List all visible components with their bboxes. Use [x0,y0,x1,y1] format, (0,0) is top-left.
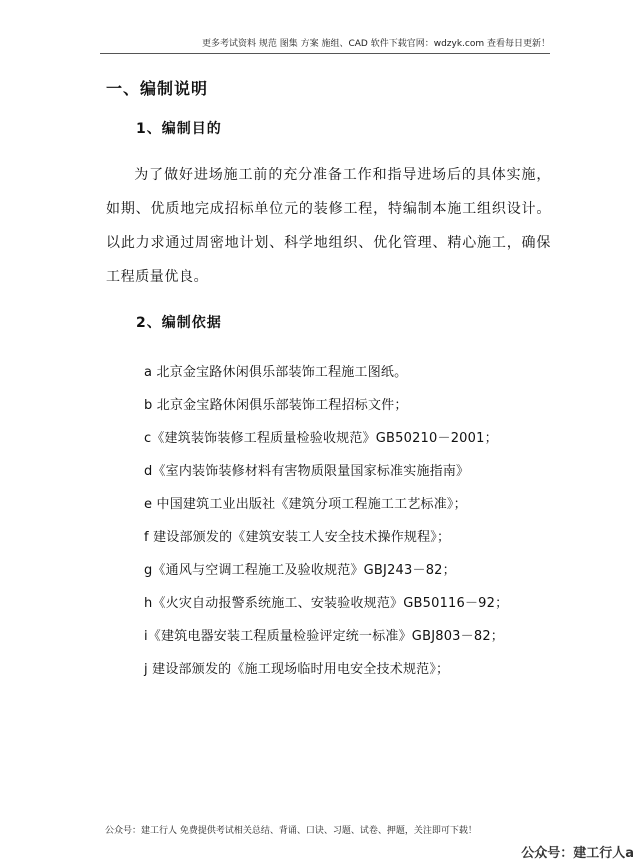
basis-list [144,356,544,686]
basis-item: g《通风与空调工程施工及验收规范》GBJ243－82； [144,563,456,578]
page-header: 更多考试资料 规范 图集 方案 施组、CAD 软件下载官网：wdzyk.com 查看每日更新！ [100,36,550,54]
section-title: 一、编制说明 [106,79,209,98]
basis-item: d《室内装饰装修材料有害物质限量国家标准实施指南》 [144,464,470,479]
basis-item: j 建设部颁发的《施工现场临时用电安全技术规范》； [144,662,450,677]
basis-item: i《建筑电器安装工程质量检验评定统一标准》GBJ803－82； [144,629,504,644]
watermark-text: 公众号：建工行人a [521,846,634,861]
subsection-title-basis: 2、编制依据 [136,315,222,331]
subsection-title-purpose: 1、编制目的 [136,121,222,137]
purpose-paragraph [106,158,551,294]
footer-note: 公众号：建工行人 免费提供考试相关总结、背诵、口诀、习题、试卷、押题，关注即可下载！ [105,826,477,836]
basis-item: e 中国建筑工业出版社《建筑分项工程施工工艺标准》； [144,497,467,512]
basis-item: h《火灾自动报警系统施工、安装验收规范》GB50116－92； [144,596,509,611]
basis-item: b 北京金宝路休闲俱乐部装饰工程招标文件； [144,398,408,413]
basis-item: c《建筑装饰装修工程质量检验收规范》GB50210－2001； [144,431,498,446]
basis-item: f 建设部颁发的《建筑安装工人安全技术操作规程》； [144,530,451,545]
purpose-text: 为了做好进场施工前的充分准备工作和指导进场后的具体实施，如期、优质地完成招标单位元的装修工程，特编制本施工组织设计。以此力求通过周密地计划、科学地组织、优化管理、精心施工，确保工程质量优良。 [106,167,551,285]
basis-item: a 北京金宝路休闲俱乐部装饰工程施工图纸。 [144,365,408,380]
